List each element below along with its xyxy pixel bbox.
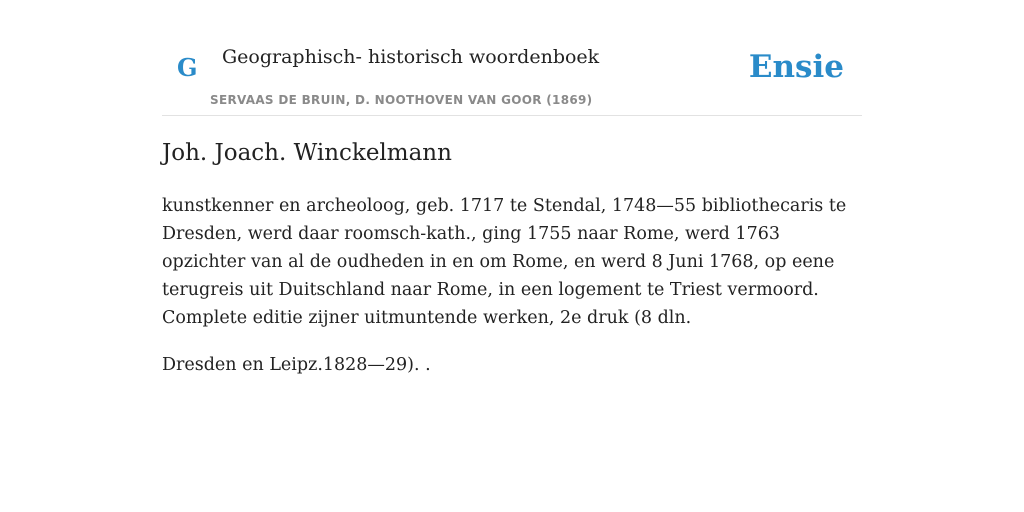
book-header (162, 40, 862, 116)
entry-paragraph: Dresden en Leipz.1828—29). . (162, 355, 431, 375)
book-logo-letter[interactable]: G (177, 53, 198, 82)
entry-title: Joh. Joach. Winckelmann (162, 140, 452, 166)
book-authors: SERVAAS DE BRUIN, D. NOOTHOVEN VAN GOOR (1869) (210, 93, 593, 107)
entry-body (162, 192, 862, 398)
ensie-logo[interactable]: Ensie (748, 49, 844, 85)
entry-paragraph: kunstkenner en archeoloog, geb. 1717 te Stendal, 1748—55 bibliothecaris te Dresden, werd daar roomsch-kath., ging 1755 naar Rome, werd 1763 opzichter van al de oudheden in en om Rome, en werd 8 Juni 1768, op eene terugreis uit Duitschland naar Rome, in een logement te Triest vermoord. Complete editie zijner uitmuntende werken, 2e druk (8 dln. (162, 196, 847, 328)
book-title[interactable]: Geographisch- historisch woordenboek (222, 46, 600, 68)
